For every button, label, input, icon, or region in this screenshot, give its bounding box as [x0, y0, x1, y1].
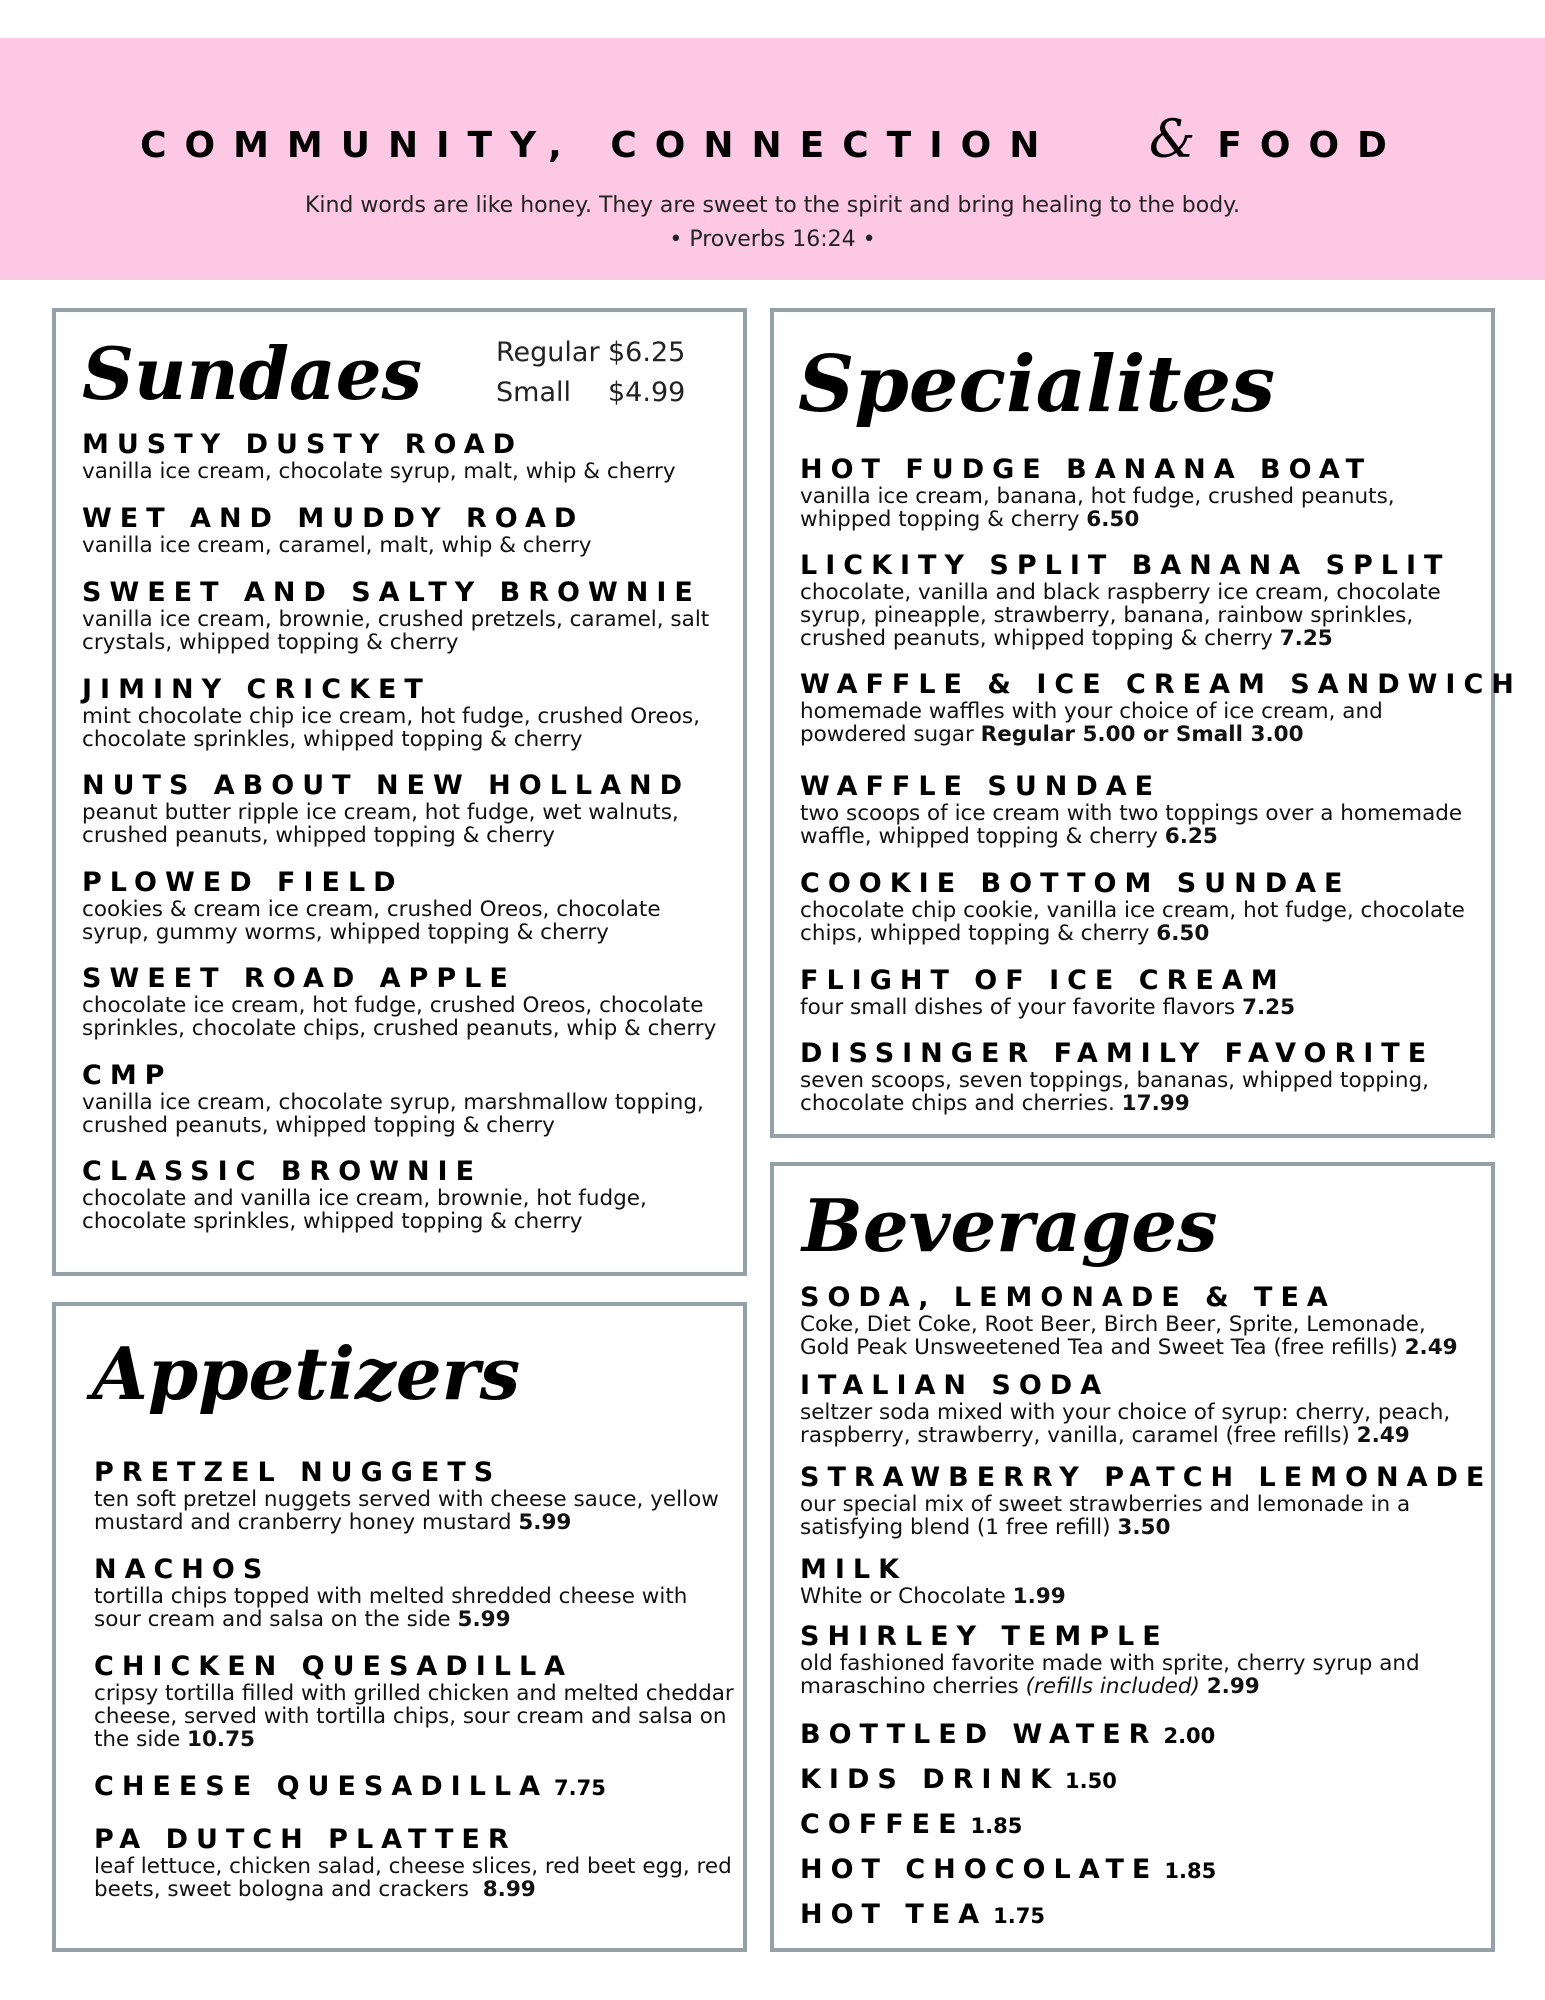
- menu-item: [800, 1720, 1480, 1751]
- item-desc: chocolate chip cookie, vanilla ice cream, hot fudge, chocolate chips, whipped topping & cherry 6.50: [800, 898, 1465, 946]
- header-quote: Kind words are like honey. They are sweet to the spirit and bring healing to the body.: [304, 193, 1241, 218]
- menu-item: [82, 1061, 732, 1137]
- menu-item: [82, 675, 732, 751]
- item-desc: old fashioned favorite made with sprite, cherry syrup and maraschino cherries (refills included) 2.99: [800, 1651, 1420, 1699]
- item-name: HOT CHOCOLATE 1.85: [800, 1854, 1217, 1885]
- item-desc: seven scoops, seven toppings, bananas, whipped topping, chocolate chips and cherries. 17.99: [800, 1068, 1429, 1116]
- item-desc: chocolate ice cream, hot fudge, crushed Oreos, chocolate sprinkles, chocolate chips, crushed peanuts, whip & cherry: [82, 993, 717, 1041]
- item-name: LICKITY SPLIT BANANA SPLIT: [800, 550, 1451, 581]
- item-name: FLIGHT OF ICE CREAM: [800, 965, 1286, 996]
- item-name: MUSTY DUSTY ROAD: [82, 429, 524, 460]
- item-price: 17.99: [1121, 1091, 1190, 1116]
- item-name: SWEET AND SALTY BROWNIE: [82, 577, 701, 608]
- menu-item: [94, 1458, 734, 1534]
- item-name: CHEESE QUESADILLA 7.75: [94, 1771, 606, 1802]
- item-desc: ten soft pretzel nuggets served with cheese sauce, yellow mustard and cranberry honey mustard 5.99: [94, 1487, 719, 1535]
- item-name: WAFFLE & ICE CREAM SANDWICH: [800, 669, 1522, 700]
- item-name: BOTTLED WATER 2.00: [800, 1719, 1216, 1750]
- item-name: MILK: [800, 1554, 908, 1585]
- item-desc: seltzer soda mixed with your choice of syrup: cherry, peach, raspberry, strawberry, vanilla, caramel (free refills) 2.49: [800, 1400, 1451, 1448]
- item-desc: vanilla ice cream, banana, hot fudge, crushed peanuts, whipped topping & cherry 6.50: [800, 484, 1395, 532]
- item-price: 1.75: [993, 1904, 1045, 1928]
- item-price: 1.85: [1164, 1859, 1217, 1883]
- item-price: 5.99: [518, 1510, 572, 1535]
- item-name: PA DUTCH PLATTER: [94, 1824, 517, 1855]
- item-desc: leaf lettuce, chicken salad, cheese slices, red beet egg, red beets, sweet bologna and crackers 8.99: [94, 1854, 732, 1902]
- menu-item: [82, 771, 732, 847]
- menu-item: [94, 1772, 734, 1803]
- item-desc: chocolate, vanilla and black raspberry ice cream, chocolate syrup, pineapple, strawberry, banana, rainbow sprinkles, crushed peanuts, whipped topping & cherry 7.25: [800, 580, 1441, 651]
- item-desc: four small dishes of your favorite flavors 7.25: [800, 995, 1296, 1020]
- item-name: WET AND MUDDY ROAD: [82, 503, 585, 534]
- item-price: 6.50: [1086, 507, 1140, 532]
- beverages-heading: Beverages: [802, 1183, 1218, 1268]
- item-desc: our special mix of sweet strawberries and lemonade in a satisfying blend (1 free refill) 3.50: [800, 1492, 1411, 1540]
- item-desc: Coke, Diet Coke, Root Beer, Birch Beer, Sprite, Lemonade, Gold Peak Unsweetened Tea and Sweet Tea (free refills) 2.49: [800, 1312, 1458, 1360]
- menu-item: [800, 1900, 1480, 1931]
- appetizers-heading: Appetizers: [92, 1331, 521, 1416]
- item-desc: mint chocolate chip ice cream, hot fudge, crushed Oreos, chocolate sprinkles, whipped topping & cherry: [82, 704, 700, 752]
- item-price: 6.50: [1156, 921, 1210, 946]
- menu-item: [82, 430, 732, 483]
- menu-item: [800, 1371, 1480, 1447]
- item-desc: chocolate and vanilla ice cream, brownie, hot fudge, chocolate sprinkles, whipped topping & cherry: [82, 1186, 647, 1234]
- menu-item: [94, 1825, 734, 1901]
- menu-item: [800, 1555, 1480, 1608]
- item-desc: vanilla ice cream, chocolate syrup, marshmallow topping, crushed peanuts, whipped topping & cherry: [82, 1090, 704, 1138]
- menu-item: [800, 966, 1480, 1019]
- menu-item: [800, 1283, 1480, 1359]
- menu-item: [94, 1652, 734, 1751]
- item-desc: tortilla chips topped with melted shredded cheese with sour cream and salsa on the side 5.99: [94, 1584, 688, 1632]
- menu-item: [800, 455, 1480, 531]
- menu-item: [800, 869, 1480, 945]
- item-price: 6.25: [1164, 824, 1218, 849]
- menu-item: [800, 669, 1522, 747]
- item-price: 2.00: [1163, 1724, 1216, 1748]
- item-desc: cookies & cream ice cream, crushed Oreos, chocolate syrup, gummy worms, whipped topping & cherry: [82, 897, 661, 945]
- item-price: 8.99: [482, 1877, 536, 1902]
- item-note: (refills included): [1025, 1674, 1200, 1699]
- menu-item: [800, 1622, 1480, 1698]
- item-price: 2.49: [1356, 1423, 1410, 1448]
- item-price: 7.25: [1241, 995, 1296, 1020]
- item-name: WAFFLE SUNDAE: [800, 771, 1162, 802]
- item-name: NUTS ABOUT NEW HOLLAND: [82, 770, 691, 801]
- menu-item: [800, 1810, 1480, 1841]
- sundaes-price-table: [496, 333, 685, 413]
- item-name: ITALIAN SODA: [800, 1370, 1110, 1401]
- item-price: 10.75: [187, 1727, 256, 1752]
- header-reference: • Proverbs 16:24 •: [669, 227, 876, 252]
- menu-item: [800, 1462, 1493, 1540]
- item-name: CMP: [82, 1060, 173, 1091]
- item-desc: homemade waffles with your choice of ice cream, and powdered sugar Regular 5.00 or Small 3.00: [800, 699, 1383, 747]
- item-desc: vanilla ice cream, brownie, crushed pretzels, caramel, salt crystals, whipped topping & cherry: [82, 607, 710, 655]
- item-name: CLASSIC BROWNIE: [82, 1156, 483, 1187]
- item-desc: cripsy tortilla filled with grilled chicken and melted cheddar cheese, served with tortilla chips, sour cream and salsa on the side 10.75: [94, 1681, 734, 1752]
- menu-item: [800, 1765, 1480, 1796]
- item-name: PRETZEL NUGGETS: [94, 1457, 502, 1488]
- page-title: COMMUNITY, CONNECTION & FOOD: [140, 110, 1405, 170]
- item-price: 1.99: [1012, 1584, 1066, 1609]
- item-price: Regular 5.00 or Small 3.00: [980, 722, 1304, 747]
- menu-item: [82, 1157, 732, 1233]
- item-price: 5.99: [457, 1607, 511, 1632]
- item-name: KIDS DRINK 1.50: [800, 1764, 1117, 1795]
- item-price: 2.99: [1206, 1674, 1260, 1699]
- item-price: 1.85: [970, 1814, 1023, 1838]
- menu-item: [82, 504, 732, 557]
- item-name: SHIRLEY TEMPLE: [800, 1621, 1169, 1652]
- item-desc: White or Chocolate 1.99: [800, 1584, 1066, 1609]
- item-price: 3.50: [1117, 1515, 1171, 1540]
- item-name: HOT FUDGE BANANA BOAT: [800, 454, 1373, 485]
- item-name: COFFEE 1.85: [800, 1809, 1023, 1840]
- price-row-small: Small $4.99: [496, 377, 686, 408]
- menu-item: [82, 578, 732, 654]
- item-desc: peanut butter ripple ice cream, hot fudge, wet walnuts, crushed peanuts, whipped topping & cherry: [82, 800, 679, 848]
- price-row-regular: Regular $6.25: [496, 337, 686, 368]
- sundaes-heading: Sundaes: [82, 331, 423, 416]
- item-name: SODA, LEMONADE & TEA: [800, 1282, 1336, 1313]
- item-name: STRAWBERRY PATCH LEMONADE: [800, 1462, 1493, 1493]
- item-name: HOT TEA 1.75: [800, 1899, 1045, 1930]
- item-name: NACHOS: [94, 1554, 271, 1585]
- item-name: JIMINY CRICKET: [82, 674, 431, 705]
- item-name: SWEET ROAD APPLE: [82, 963, 516, 994]
- item-price: 2.49: [1404, 1335, 1458, 1360]
- item-name: PLOWED FIELD: [82, 867, 404, 898]
- item-name: DISSINGER FAMILY FAVORITE: [800, 1038, 1435, 1069]
- item-price: 1.50: [1065, 1769, 1117, 1793]
- menu-item: [94, 1555, 734, 1631]
- menu-item: [800, 551, 1480, 650]
- item-desc: two scoops of ice cream with two toppings over a homemade waffle, whipped topping & cherry 6.25: [800, 801, 1463, 849]
- item-name: COOKIE BOTTOM SUNDAE: [800, 868, 1351, 899]
- item-name: CHICKEN QUESADILLA: [94, 1651, 574, 1682]
- item-price: 7.75: [554, 1776, 606, 1800]
- item-desc: vanilla ice cream, chocolate syrup, malt, whip & cherry: [82, 459, 676, 484]
- item-desc: vanilla ice cream, caramel, malt, whip & cherry: [82, 533, 592, 558]
- specialties-heading: Specialites: [798, 339, 1275, 430]
- menu-item: [800, 772, 1480, 848]
- menu-item: [800, 1855, 1480, 1886]
- item-price: 7.25: [1279, 626, 1333, 651]
- menu-item: [800, 1039, 1480, 1115]
- menu-item: [82, 868, 732, 944]
- menu-item: [82, 964, 732, 1040]
